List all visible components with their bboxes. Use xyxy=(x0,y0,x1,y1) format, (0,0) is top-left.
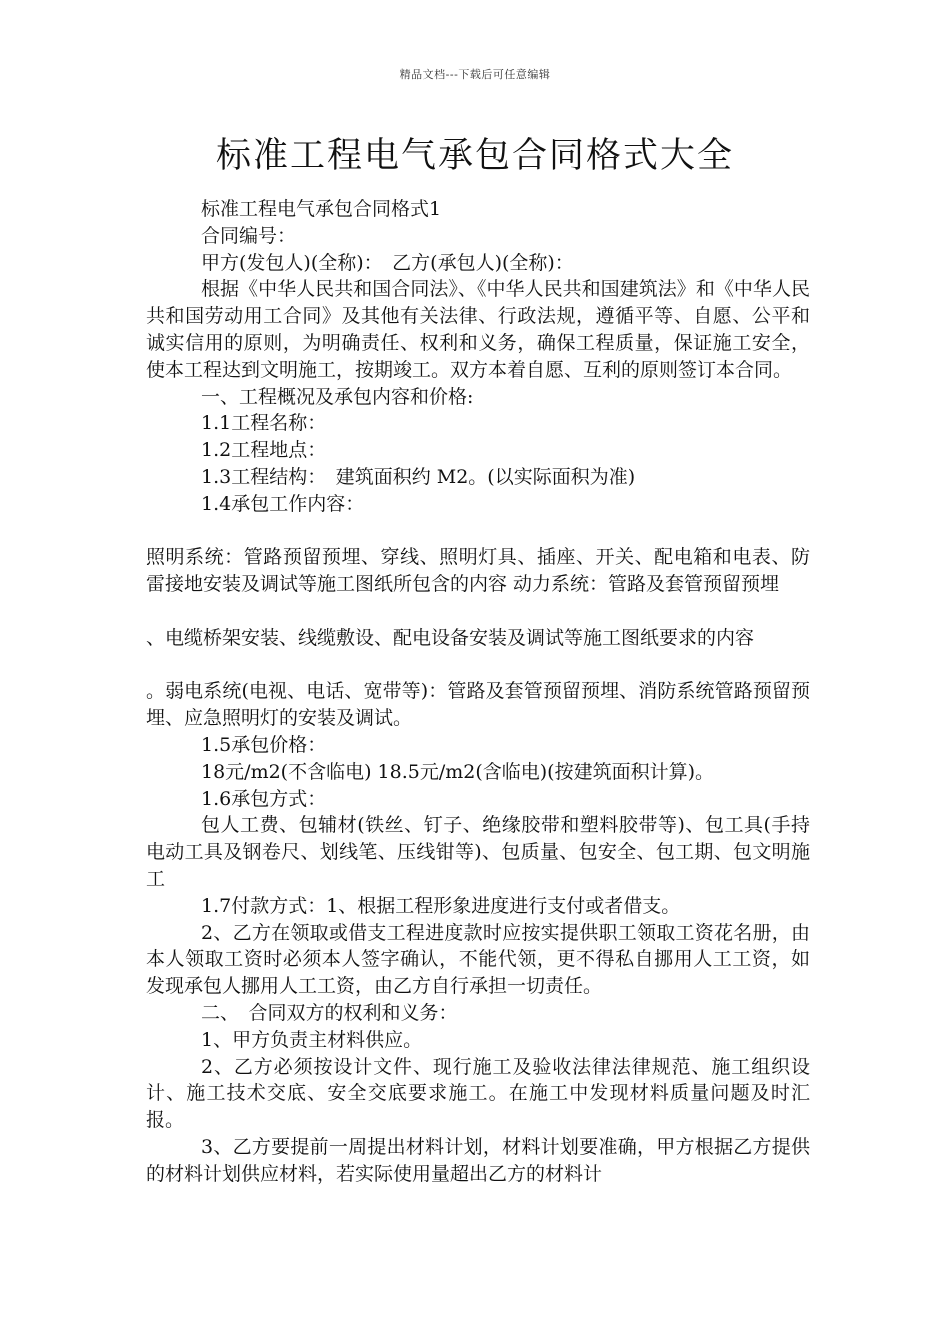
preamble-paragraph: 根据《中华人民共和国合同法》、《中华人民共和国建筑法》和《中华人民共和国劳动用工合同》及其他有关法律、行政法规，遵循平等、自愿、公平和诚实信用的原则，为明确责任、权利和义务，确保工程质量，保证施工安全，使本工程达到文明施工，按期竣工。双方本着自愿、互利的原则签订本合同。 xyxy=(146,278,810,381)
clause-1-6: 1.6承包方式： xyxy=(201,787,327,810)
clause-1-2: 1.2工程地点： xyxy=(201,439,327,462)
clause-1-7: 1.7付款方式：1、根据工程形象进度进行支付或者借支。 xyxy=(201,894,681,917)
clause-1-3: 1.3工程结构： 建筑面积约 M2。(以实际面积为准) xyxy=(201,465,636,488)
clause-1-4: 1.4承包工作内容： xyxy=(201,492,365,515)
section-heading-2: 二、 合同双方的权利和义务： xyxy=(201,1001,458,1024)
document-body xyxy=(146,196,810,1187)
weak-current-paragraph: 。弱电系统(电视、电话、宽带等)：管路及套管预留预埋、消防系统管路预留预埋、应急照明灯的安装及调试。 xyxy=(146,680,810,730)
contract-method-paragraph: 包人工费、包辅材(铁丝、钉子、绝缘胶带和塑料胶带等)、包工具(手持电动工具及钢卷尺、划线笔、压线钳等)、包质量、包安全、包工期、包文明施工 xyxy=(146,814,810,890)
lighting-system-paragraph: 照明系统：管路预留预埋、穿线、照明灯具、插座、开关、配电箱和电表、防雷接地安装及调试等施工图纸所包含的内容 动力系统：管路及套管预留预埋 xyxy=(146,546,810,596)
contract-number-line: 合同编号： xyxy=(201,224,297,247)
page-header-note: 精品文档---下载后可任意编辑 xyxy=(399,68,551,81)
duty-item-1: 1、甲方负责主材料供应。 xyxy=(201,1028,423,1051)
document-title: 标准工程电气承包合同格式大全 xyxy=(215,136,734,176)
contract-subtitle: 标准工程电气承包合同格式1 xyxy=(201,198,442,220)
section-heading-1: 一、工程概况及承包内容和价格: xyxy=(201,385,474,408)
parties-line: 甲方(发包人)(全称)： 乙方(承包人)(全称)： xyxy=(201,251,574,274)
duty-item-2: 2、乙方必须按设计文件、现行施工及验收法律法律规范、施工组织设计、施工技术交底、安全交底要求施工。在施工中发现材料质量问题及时汇报。 xyxy=(146,1055,810,1132)
clause-1-5: 1.5承包价格： xyxy=(201,733,327,756)
duty-item-3: 3、乙方要提前一周提出材料计划，材料计划要准确，甲方根据乙方提供的材料计划供应材料，若实际使用量超出乙方的材料计 xyxy=(146,1135,810,1185)
clause-1-1: 1.1工程名称： xyxy=(201,412,327,435)
cable-tray-paragraph: 、电缆桥架安装、线缆敷设、配电设备安装及调试等施工图纸要求的内容 xyxy=(146,626,755,649)
price-line: 18元/m2(不含临电) 18.5元/m2(含临电)(按建筑面积计算)。 xyxy=(201,760,715,783)
payment-item-2: 2、乙方在领取或借支工程进度款时应按实提供职工领取工资花名册，由本人领取工资时必须本人签字确认，不能代领，更不得私自挪用人工工资，如发现承包人挪用人工工资，由乙方自行承担一切责任。 xyxy=(146,921,810,998)
